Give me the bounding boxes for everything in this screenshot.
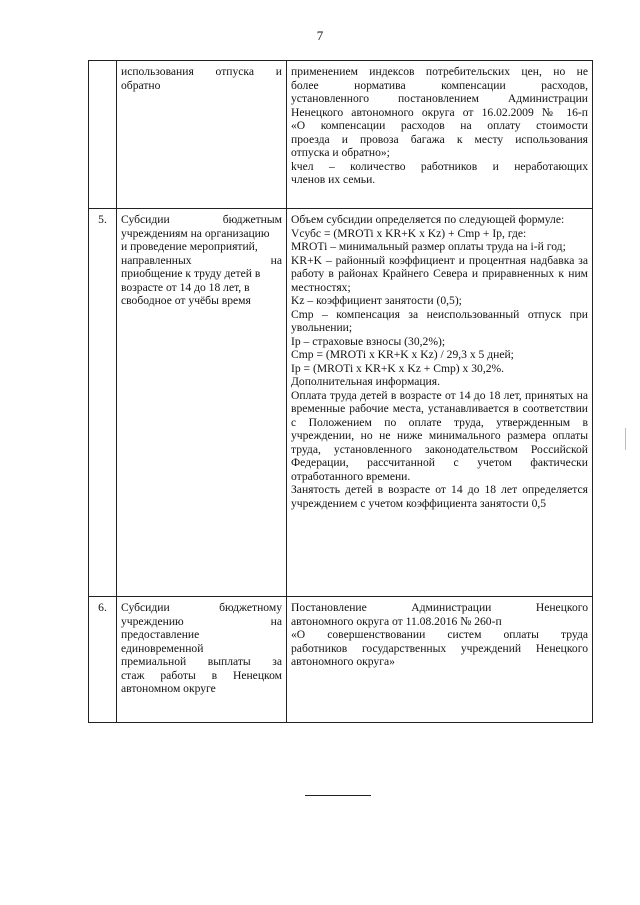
text-line: установленного постановлением Администрации (291, 92, 588, 105)
footer-rule (305, 795, 371, 796)
text-line: членов их семьи. (291, 173, 376, 186)
additional-paragraph: Оплата труда детей в возрасте от 14 до 18 лет, принятых на временные рабочие места, устанавливается в соответствии с Положением по оплате труда, утвержденным в учреждении, но не ниже минимального размера оплаты труда, установленного законодательством Российской Федерации, рассчитанной с учетом фактически отработанного времени. (291, 388, 588, 483)
text-line: kчел – количество работников и неработающих (291, 159, 588, 173)
text-line: Ненецкого автономного округа от 16.02.2009 № 16-п (291, 105, 588, 119)
row-text (287, 61, 593, 209)
additional-paragraph: Занятость детей в возрасте от 14 до 18 лет определяется учреждением с учетом коэффициента занятости 0,5 (291, 483, 588, 510)
row-description (117, 597, 287, 723)
row-text (287, 597, 593, 723)
row-description (117, 209, 287, 597)
formula-definition: Ip = (MROTi x KR+K x Kz + Cmp) x 30,2%. (291, 361, 505, 375)
row-description (117, 61, 287, 209)
row-text (287, 209, 593, 597)
table-row (89, 597, 593, 723)
page-number: 7 (316, 28, 324, 43)
text-line: «О компенсации расходов на оплату стоимости (291, 119, 588, 132)
table-row (89, 61, 593, 209)
description-line: автономном округе (121, 682, 216, 695)
subsidy-table (88, 60, 593, 723)
description-line: направленных на (121, 253, 282, 267)
margin-mark (625, 428, 626, 450)
description-line: использования отпуска и (121, 65, 282, 78)
description-line: возрасте от 14 до 18 лет, в (121, 280, 250, 294)
text-line: Постановление Администрации Ненецкого (291, 601, 588, 614)
formula-definition: Cmp – компенсация за неиспользованный отпуск при увольнении; (291, 307, 588, 334)
description-line: и проведение мероприятий, (121, 240, 258, 253)
formula-definition: MROTi – минимальный размер оплаты труда на i-й год; (291, 240, 566, 253)
formula-definition: Kz – коэффициент занятости (0,5); (291, 294, 462, 307)
text-line: работников государственных учреждений Ненецкого (291, 641, 588, 655)
description-line: Субсидии бюджетному (121, 601, 282, 614)
row-number: 6. (89, 597, 117, 723)
description-line: обратно (121, 78, 161, 92)
description-line: предоставление (121, 628, 200, 641)
description-line: единовременной (121, 641, 204, 655)
formula-intro: Объем субсидии определяется по следующей формуле: (291, 213, 565, 226)
description-line: учреждениям на организацию (121, 226, 270, 240)
text-line: применением индексов потребительских цен, но не (291, 65, 588, 78)
description-line: учреждению на (121, 614, 282, 628)
description-line: Субсидии бюджетным (121, 213, 282, 226)
additional-heading: Дополнительная информация. (291, 375, 440, 388)
text-line: автономного округа» (291, 655, 395, 668)
row-number (89, 61, 117, 209)
formula-main: Vсубс = (MROTi x KR+K x Kz) + Cmp + Ip, где: (291, 226, 527, 240)
formula-definition: KR+K – районный коэффициент и процентная надбавка за работу в районах Крайнего Севера и приравненных к ним местностях; (291, 253, 588, 294)
text-line: более норматива компенсации расходов, (291, 78, 588, 92)
table-row (89, 209, 593, 597)
text-line: отпуска и обратно»; (291, 146, 390, 159)
description-line: приобщение к труду детей в (121, 267, 261, 280)
row-number: 5. (89, 209, 117, 597)
description-line: свободное от учёбы время (121, 294, 251, 307)
text-line: проезда и провоза багажа к месту использования (291, 132, 588, 146)
formula-definition: Cmp = (MROTi x KR+K x Kz) / 29,3 x 5 дней; (291, 348, 514, 361)
text-line: автономного округа от 11.08.2016 № 260-п (291, 614, 502, 628)
description-line: стаж работы в Ненецком (121, 668, 282, 682)
formula-definition: Ip – страховые взносы (30,2%); (291, 334, 446, 348)
description-line: премиальной выплаты за (121, 655, 282, 668)
text-line: «О совершенствовании систем оплаты труда (291, 628, 588, 641)
